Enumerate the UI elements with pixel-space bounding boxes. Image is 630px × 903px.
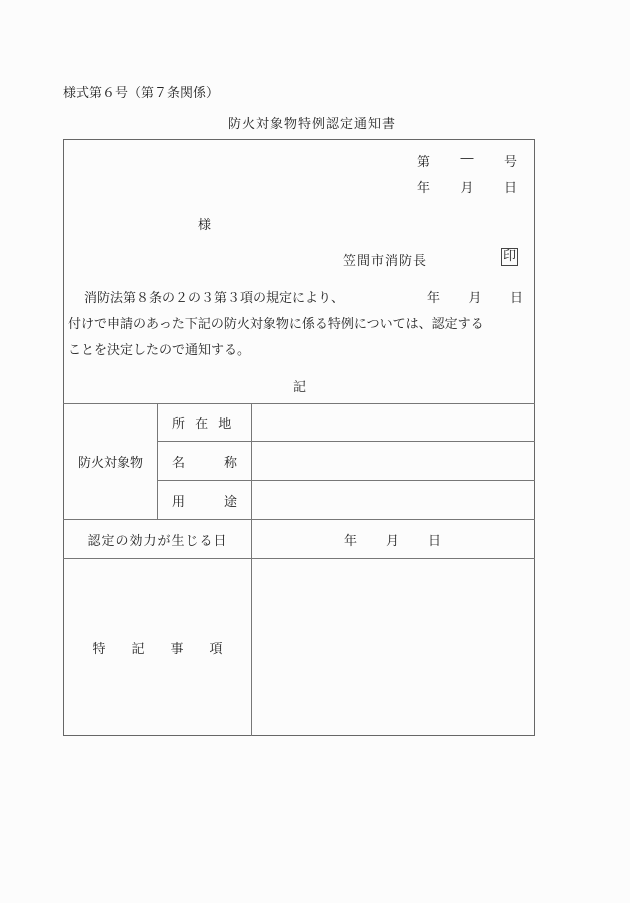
location-label: 所 在 地 xyxy=(172,417,235,432)
body-line-3: ことを決定したので通知する。 xyxy=(68,343,251,358)
document-number xyxy=(417,151,517,170)
remarks-label: 特 記 事 項 xyxy=(92,642,223,657)
body-line-2: 付けで申請のあった下記の防火対象物に係る特例については、認定する xyxy=(68,317,484,332)
issuer-name: 笠間市消防長 xyxy=(343,254,428,269)
eff-month-label: 月 xyxy=(385,533,399,549)
number-suffix: 号 xyxy=(503,155,517,170)
document-title: 防火対象物特例認定通知書 xyxy=(228,117,397,132)
app-day-label: 日 xyxy=(509,291,523,306)
month-label: 月 xyxy=(460,181,474,196)
body-line-1: 消防法第８条の２の３第３項の規定により、 xyxy=(84,291,345,306)
row-label-cell xyxy=(172,481,238,519)
addressee-suffix: 様 xyxy=(198,218,212,233)
eff-year-label: 年 xyxy=(344,533,358,549)
row-label-cell xyxy=(172,442,238,480)
remarks-value[interactable] xyxy=(252,559,535,736)
row-label-cell xyxy=(172,404,238,441)
year-label: 年 xyxy=(417,181,431,196)
usage-value[interactable] xyxy=(252,481,535,519)
form-number: 様式第６号（第７条関係） xyxy=(63,86,220,101)
location-value[interactable] xyxy=(252,404,535,441)
effective-date-label-cell xyxy=(64,520,251,558)
group-label-cell xyxy=(64,404,157,519)
app-year-label: 年 xyxy=(427,291,441,306)
ki-heading: 記 xyxy=(293,380,307,395)
seal-mark: 印 xyxy=(503,249,517,264)
group-label: 防火対象物 xyxy=(77,456,143,471)
app-month-label: 月 xyxy=(468,291,482,306)
remarks-label-cell xyxy=(64,559,251,736)
eff-day-label: 日 xyxy=(427,533,441,549)
usage-label: 用 途 xyxy=(172,494,238,510)
effective-date-label: 認定の効力が生じる日 xyxy=(87,533,228,549)
day-label: 日 xyxy=(503,181,517,196)
application-date xyxy=(427,287,523,306)
col-line xyxy=(157,403,158,519)
name-label: 名 称 xyxy=(172,455,238,471)
number-prefix: 第 xyxy=(417,155,431,170)
effective-date-value[interactable] xyxy=(344,520,441,558)
issue-date xyxy=(417,177,517,196)
name-value[interactable] xyxy=(252,442,535,480)
number-dash: ― xyxy=(460,151,474,166)
